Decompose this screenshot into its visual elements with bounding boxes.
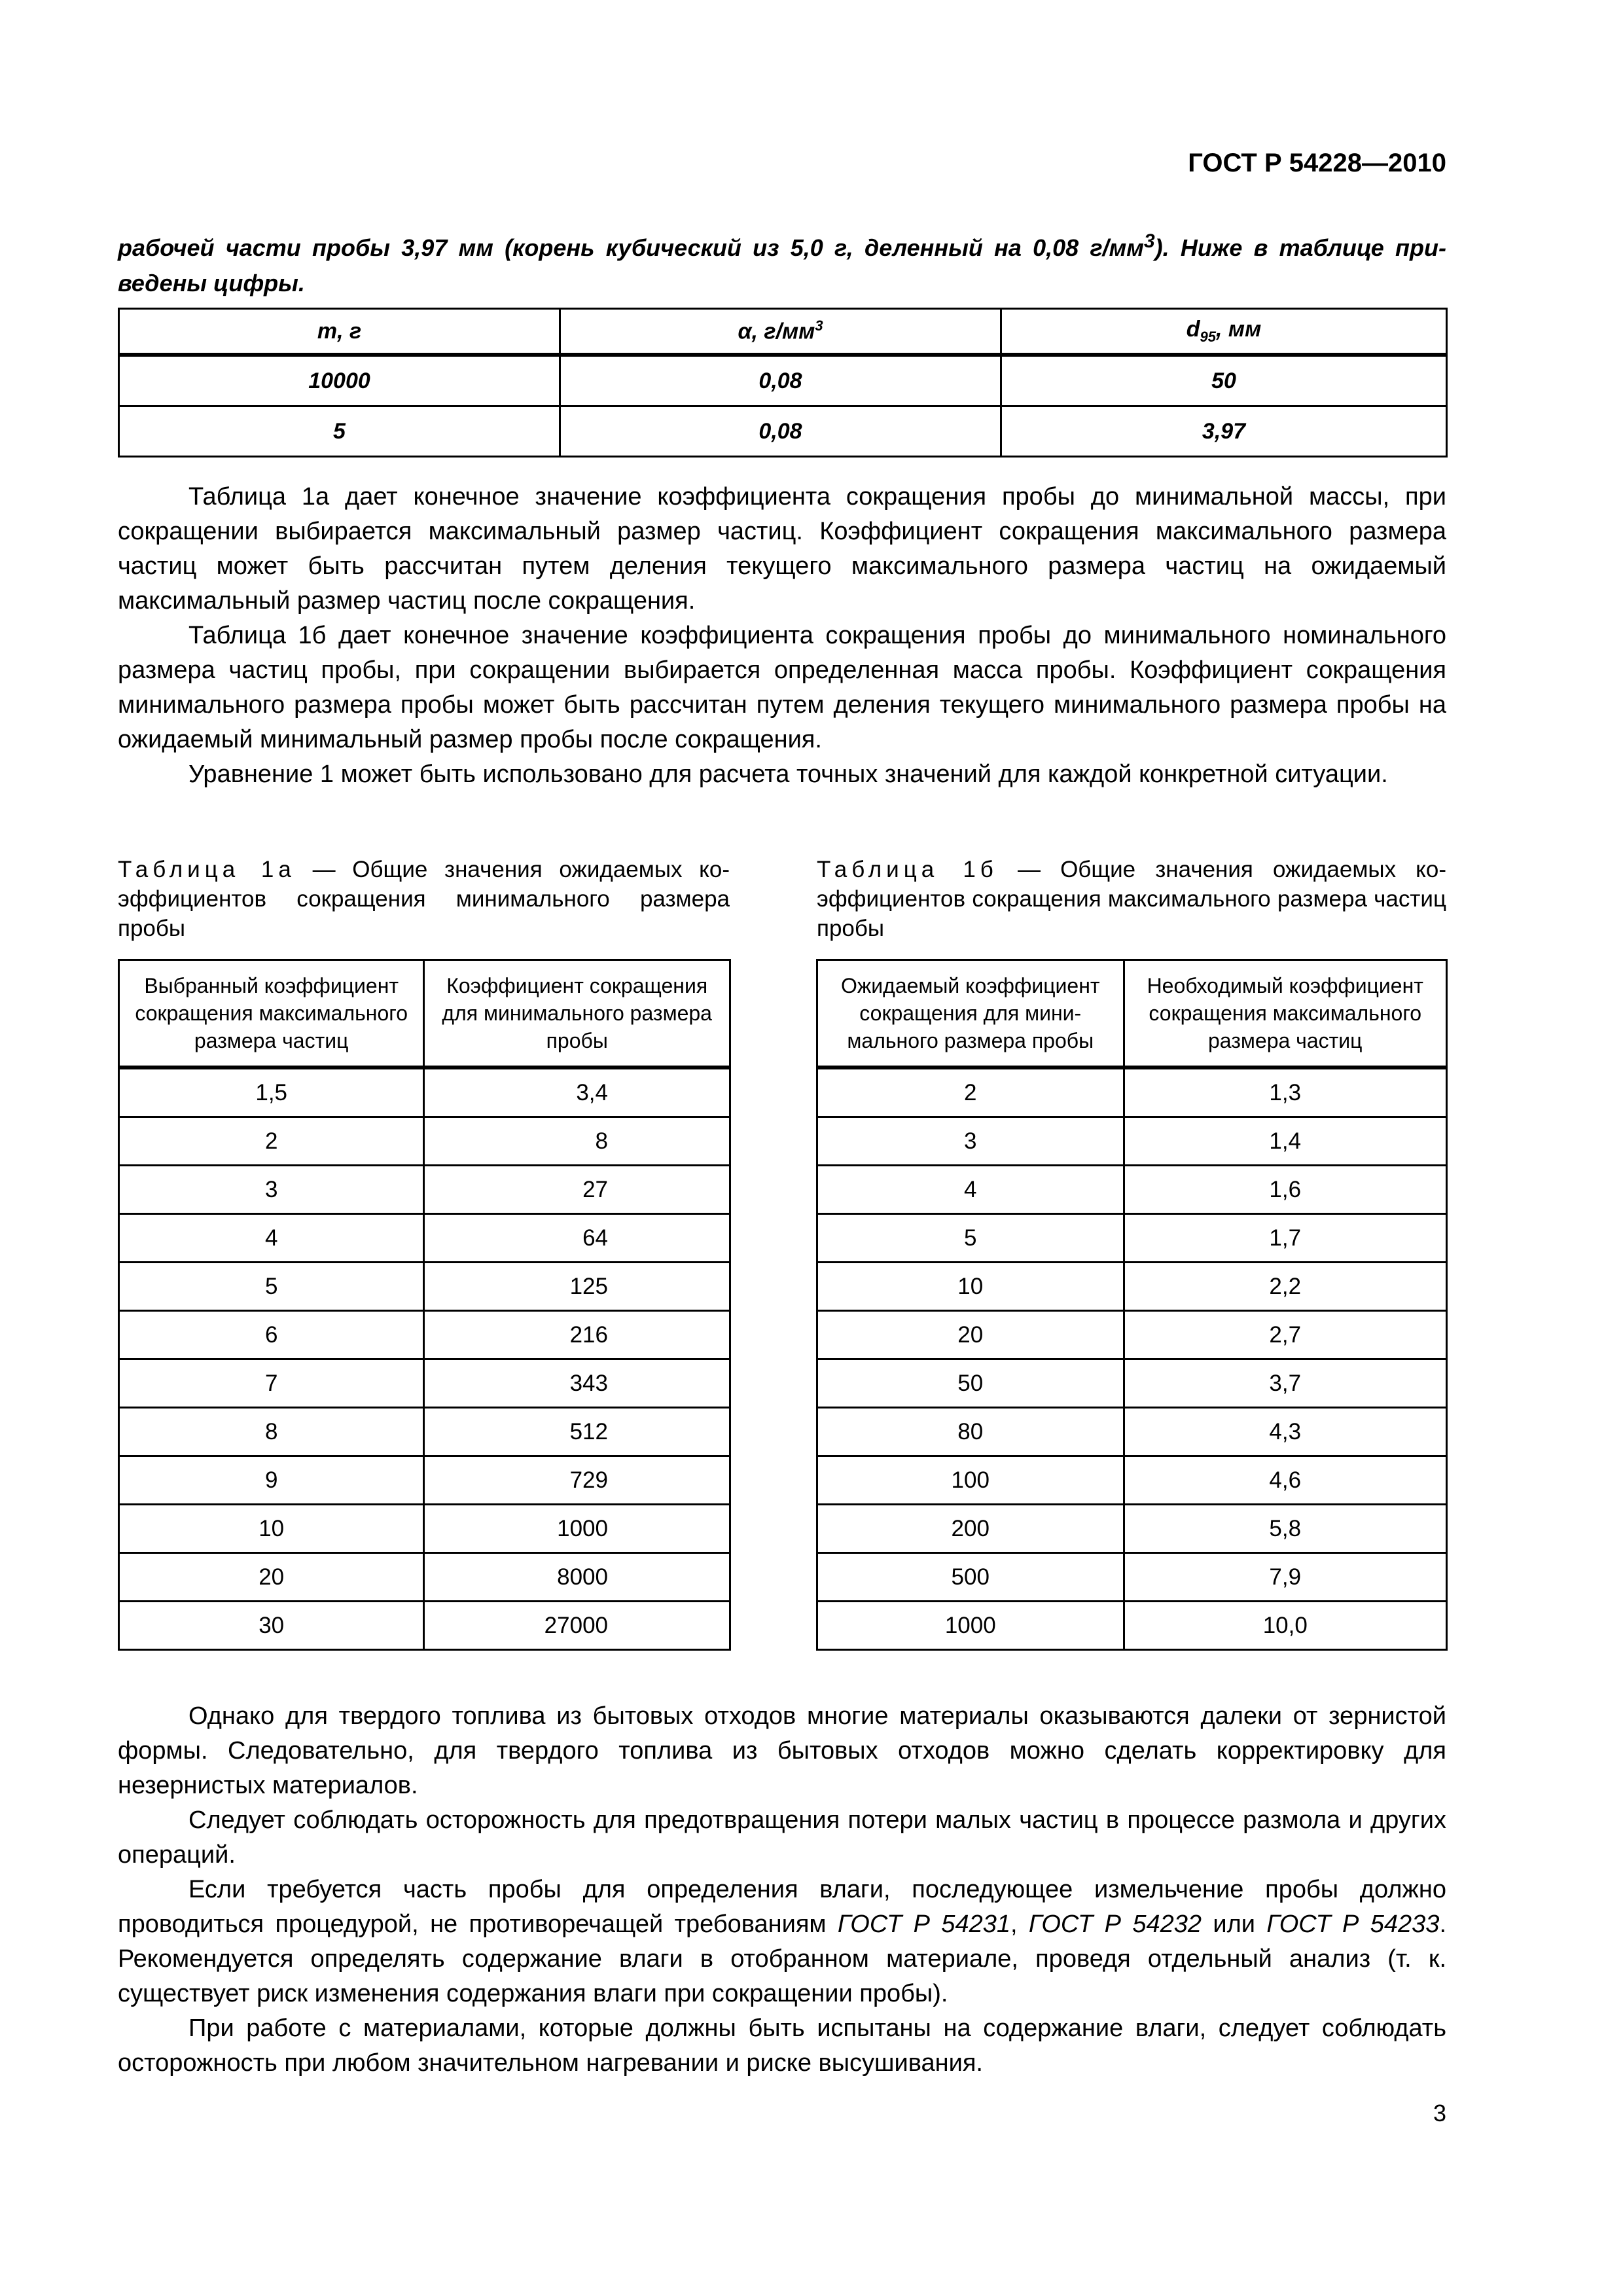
paragraph: Таблица 1а дает конечное значение коэффициента сокращения пробы до минимальной массы, при сокращении выбирается максимальный размер частиц. Коэффициент сокращения максимального размера частиц может быть рассчитан путем деления текущего максимального размера частиц на ожидаемый максимальный размер частиц после сокращения. bbox=[118, 483, 1446, 615]
body-paragraphs bbox=[118, 480, 1446, 792]
table-cell: 50 bbox=[1001, 355, 1447, 406]
table-row bbox=[119, 1311, 730, 1359]
table-cell: 3 bbox=[119, 1166, 424, 1214]
paragraph: Однако для твердого топлива из бытовых отходов многие материалы оказываются далеки от зернистой формы. Следовательно, для твердого топлива из бытовых отходов можно сделать корректировку для незернистых материалов. bbox=[118, 1702, 1446, 1799]
table-cell: 6 bbox=[119, 1311, 424, 1359]
table-row bbox=[119, 1166, 730, 1214]
table-row bbox=[817, 1505, 1447, 1553]
table-cell: 0,08 bbox=[560, 406, 1001, 457]
table-row bbox=[817, 1166, 1447, 1214]
table-row bbox=[119, 1553, 730, 1602]
table-row bbox=[119, 1117, 730, 1166]
table-cell: 7,9 bbox=[1124, 1553, 1447, 1602]
table-cell: 3,7 bbox=[1124, 1359, 1447, 1408]
table-header-cell: Необходимый коэффициент сокращения максимального размера частиц bbox=[1124, 960, 1447, 1068]
table-1a-caption: Таблица 1а — Общие значения ожидаемых коэффициентов сокращения минимального размера пробы bbox=[118, 857, 730, 941]
table-cell: 125 bbox=[424, 1263, 730, 1311]
table-row bbox=[119, 355, 1447, 406]
document-code-header: ГОСТ Р 54228—2010 bbox=[1188, 149, 1446, 177]
table-cell: 10 bbox=[119, 1505, 424, 1553]
table-cell: 200 bbox=[817, 1505, 1124, 1553]
table-row bbox=[817, 1602, 1447, 1650]
table-cell: 30 bbox=[119, 1602, 424, 1650]
table-row bbox=[119, 1505, 730, 1553]
table-cell: 10 bbox=[817, 1263, 1124, 1311]
table-cell: 50 bbox=[817, 1359, 1124, 1408]
table-cell: 729 bbox=[424, 1456, 730, 1505]
table-1a bbox=[118, 959, 731, 1651]
table-row bbox=[817, 1359, 1447, 1408]
table-cell: 8000 bbox=[424, 1553, 730, 1602]
table-cell: 1,7 bbox=[1124, 1214, 1447, 1263]
table-cell: 1,4 bbox=[1124, 1117, 1447, 1166]
table-cell: 1000 bbox=[817, 1602, 1124, 1650]
table-row bbox=[817, 1456, 1447, 1505]
table-header-cell: Ожидаемый коэффициент сокращения для минимального размера пробы bbox=[817, 960, 1124, 1068]
table-cell: 1,3 bbox=[1124, 1067, 1447, 1117]
table-header-cell: Коэффициент сокращения для минимального размера пробы bbox=[424, 960, 730, 1068]
table-cell: 2 bbox=[817, 1067, 1124, 1117]
mass-density-table bbox=[118, 308, 1448, 457]
table-row bbox=[119, 1067, 730, 1117]
table-cell: 10000 bbox=[119, 355, 560, 406]
table-cell: 27000 bbox=[424, 1602, 730, 1650]
table-row bbox=[119, 1456, 730, 1505]
standard-reference: ГОСТ Р 54232 bbox=[1028, 1910, 1202, 1938]
table-row bbox=[119, 1263, 730, 1311]
table-row bbox=[817, 1553, 1447, 1602]
table-1b-caption: Таблица 1б — Общие значения ожидаемых коэффициентов сокращения максимального размера частиц пробы bbox=[817, 857, 1447, 941]
table-cell: 20 bbox=[817, 1311, 1124, 1359]
table-cell: 4,3 bbox=[1124, 1408, 1447, 1456]
table-cell: 5 bbox=[119, 1263, 424, 1311]
table-cell: 2,7 bbox=[1124, 1311, 1447, 1359]
paragraph: Уравнение 1 может быть использовано для расчета точных значений для каждой конкретной ситуации. bbox=[188, 761, 1388, 788]
table-1b bbox=[816, 959, 1448, 1651]
table-cell: 9 bbox=[119, 1456, 424, 1505]
table-body bbox=[119, 1067, 730, 1650]
table-cell: 0,08 bbox=[560, 355, 1001, 406]
table-cell: 27 bbox=[424, 1166, 730, 1214]
table-row bbox=[119, 1602, 730, 1650]
table-cell: 3 bbox=[817, 1117, 1124, 1166]
table-row bbox=[817, 1067, 1447, 1117]
table-cell: 3,4 bbox=[424, 1067, 730, 1117]
table-cell: 216 bbox=[424, 1311, 730, 1359]
table-cell: 20 bbox=[119, 1553, 424, 1602]
intro-paragraph: рабочей части пробы 3,97 мм (корень кубический из 5,0 г, деленный на 0,08 $г/мм^3$). Ниже в таблице приведены цифры. bbox=[118, 230, 1446, 296]
paragraph: Если требуется часть пробы для определения влаги, последующее измельчение пробы должно проводиться процедурой, не противоречащей требованиям ГОСТ Р 54231, ГОСТ Р 54232 или ГОСТ Р 54233. Рекомендуется определять содержание влаги в отобранном материале, проведя отдельный анализ (т. к. существует риск изменения содержания влаги при сокращении пробы). bbox=[118, 1876, 1446, 2007]
table-row bbox=[817, 1311, 1447, 1359]
table-cell: 8 bbox=[424, 1117, 730, 1166]
header-density: α, $г/мм^3$ bbox=[560, 309, 1001, 355]
table-cell: 500 bbox=[817, 1553, 1124, 1602]
table-cell: 80 bbox=[817, 1408, 1124, 1456]
table-cell: 4,6 bbox=[1124, 1456, 1447, 1505]
standard-reference: ГОСТ Р 54233 bbox=[1266, 1910, 1440, 1938]
paragraph: Следует соблюдать осторожность для предотвращения потери малых частиц в процессе размола и других операций. bbox=[118, 1806, 1446, 1869]
standard-reference: ГОСТ Р 54231 bbox=[837, 1910, 1010, 1938]
table-cell: 3,97 bbox=[1001, 406, 1447, 457]
table-header-row bbox=[817, 960, 1447, 1068]
table-cell: 2 bbox=[119, 1117, 424, 1166]
table-row bbox=[119, 406, 1447, 457]
table-cell: 343 bbox=[424, 1359, 730, 1408]
table-header-cell: Выбранный коэффициент сокращения максимального размера частиц bbox=[119, 960, 424, 1068]
table-cell: 1,5 bbox=[119, 1067, 424, 1117]
table-cell: 7 bbox=[119, 1359, 424, 1408]
table-row bbox=[817, 1214, 1447, 1263]
table-row bbox=[817, 1408, 1447, 1456]
table-cell: 4 bbox=[817, 1166, 1124, 1214]
table-row bbox=[817, 1117, 1447, 1166]
table-cell: 1,6 bbox=[1124, 1166, 1447, 1214]
table-row bbox=[817, 1263, 1447, 1311]
table-cell: 5,8 bbox=[1124, 1505, 1447, 1553]
table-header-row bbox=[119, 960, 730, 1068]
table-body bbox=[817, 1067, 1447, 1650]
table-cell: 4 bbox=[119, 1214, 424, 1263]
table-cell: 10,0 bbox=[1124, 1602, 1447, 1650]
header-mass: m, г bbox=[119, 309, 560, 355]
header-d95: $d_{95}$, мм bbox=[1001, 309, 1447, 355]
table-header-row bbox=[119, 309, 1447, 355]
table-cell: 8 bbox=[119, 1408, 424, 1456]
closing-paragraphs bbox=[118, 1699, 1446, 2081]
table-row bbox=[119, 1408, 730, 1456]
table-cell: 5 bbox=[119, 406, 560, 457]
table-cell: 5 bbox=[817, 1214, 1124, 1263]
table-cell: 1000 bbox=[424, 1505, 730, 1553]
paragraph: При работе с материалами, которые должны быть испытаны на содержание влаги, следует соблюдать осторожность при любом значительном нагревании и риске высушивания. bbox=[118, 2015, 1446, 2077]
table-cell: 512 bbox=[424, 1408, 730, 1456]
page-number: 3 bbox=[1433, 2100, 1446, 2126]
table-cell: 100 bbox=[817, 1456, 1124, 1505]
table-row bbox=[119, 1359, 730, 1408]
table-cell: 64 bbox=[424, 1214, 730, 1263]
paragraph: Таблица 1б дает конечное значение коэффициента сокращения пробы до минимального номинального размера частиц пробы, при сокращении выбирается определенная масса пробы. Коэффициент сокращения минимального размера пробы может быть рассчитан путем деления текущего минимального размера пробы на ожидаемый минимальный размер пробы после сокращения. bbox=[118, 622, 1446, 753]
table-row bbox=[119, 1214, 730, 1263]
table-cell: 2,2 bbox=[1124, 1263, 1447, 1311]
